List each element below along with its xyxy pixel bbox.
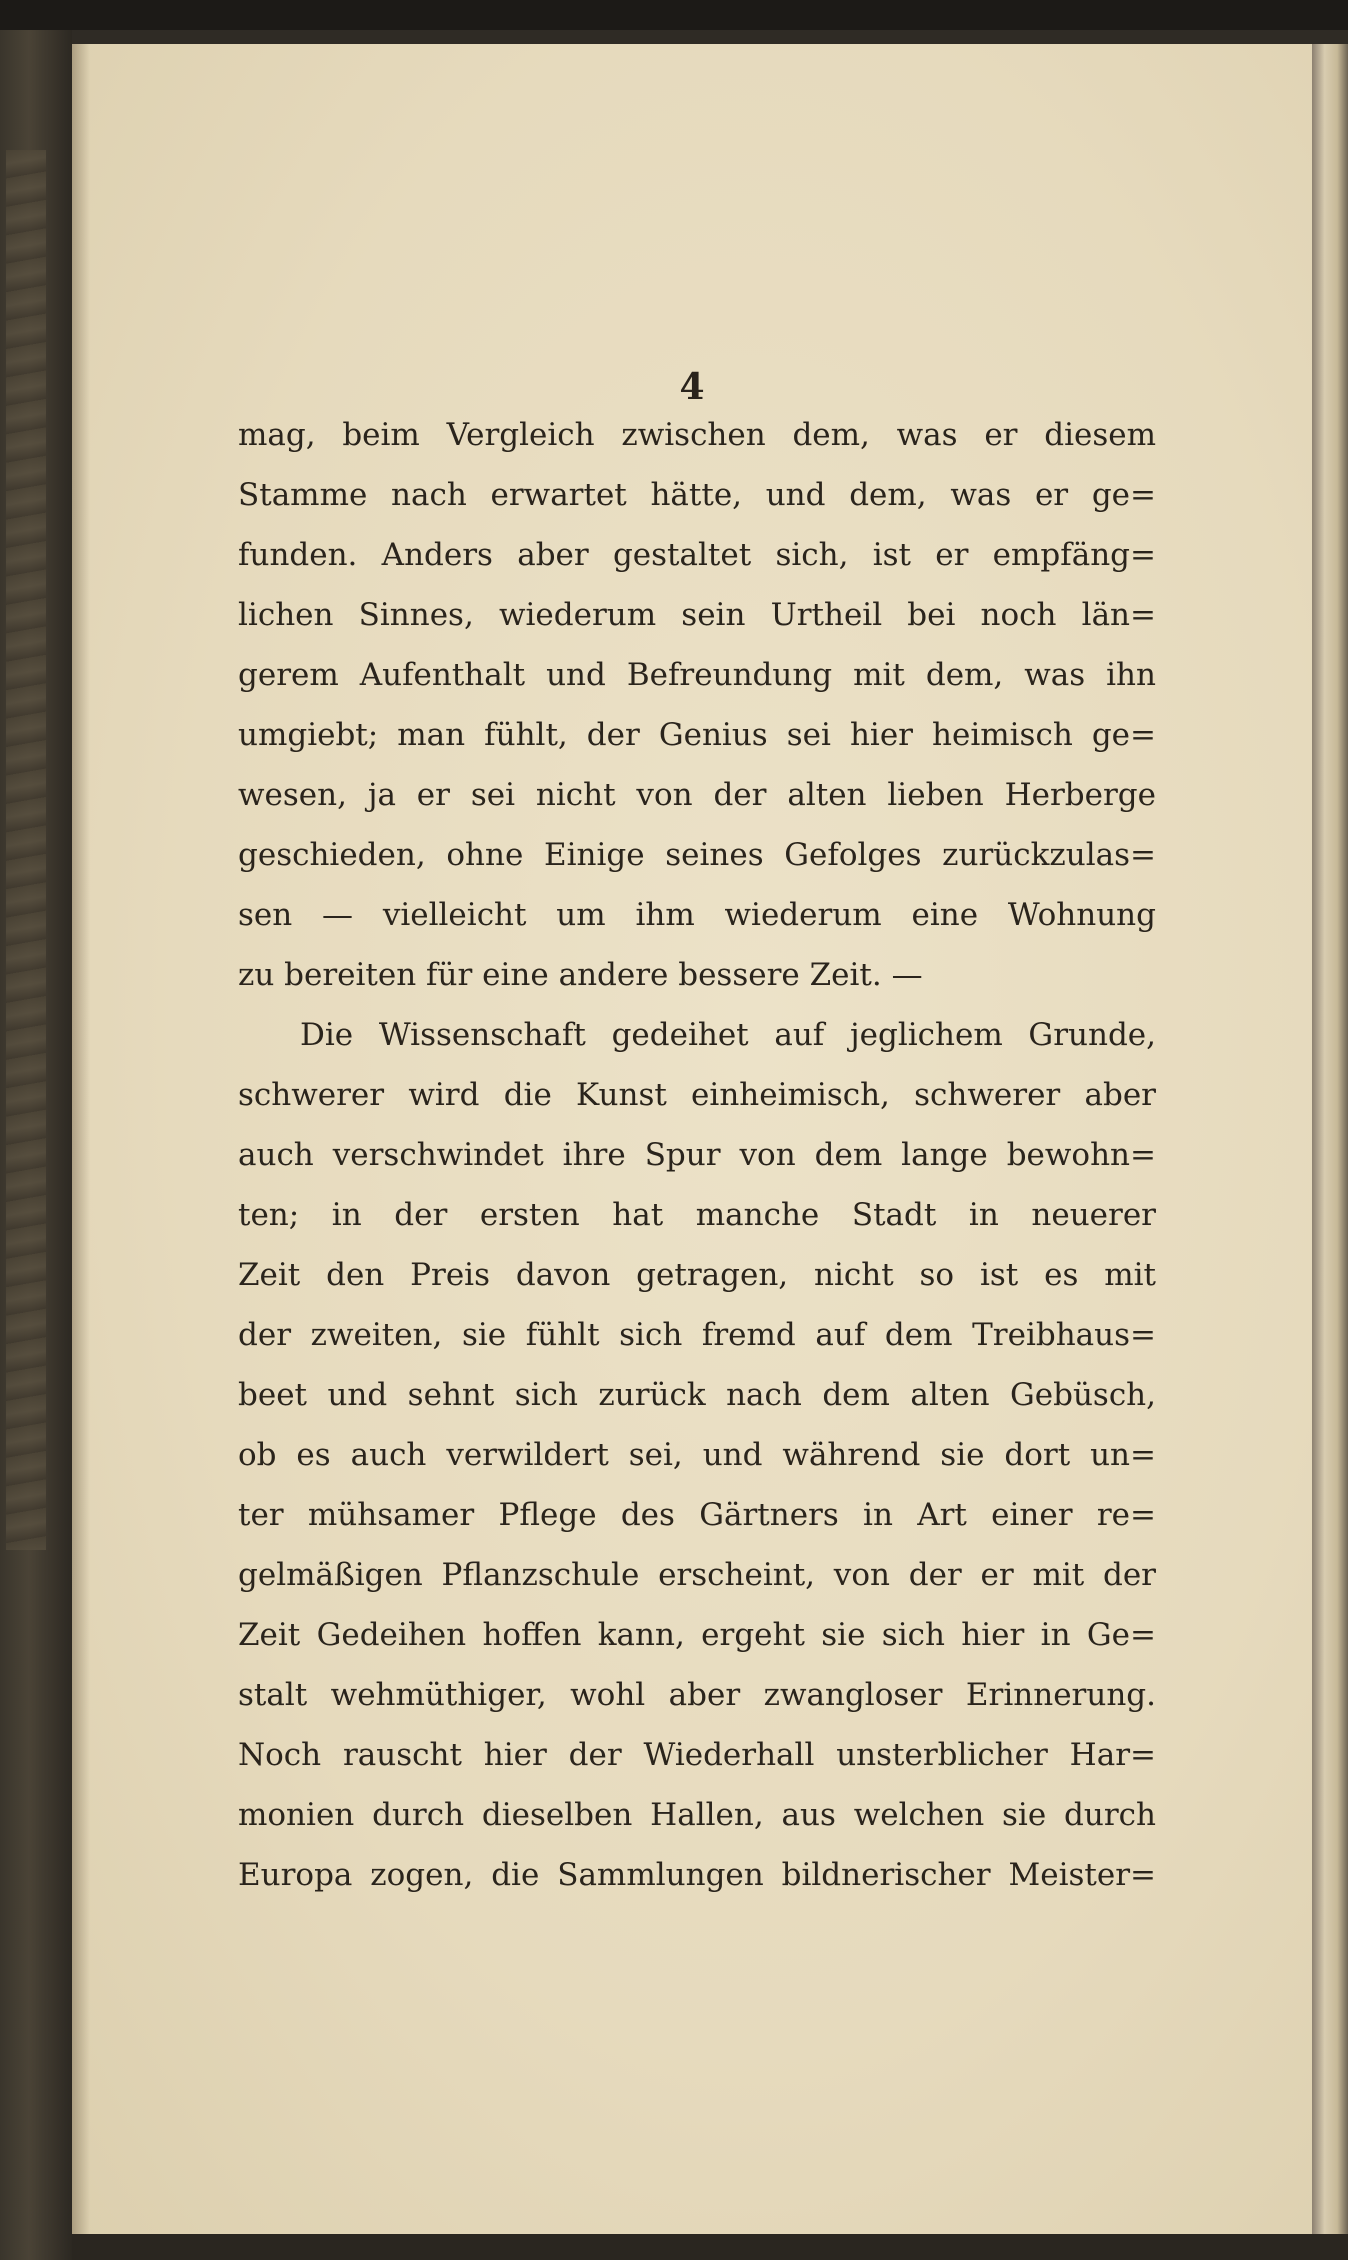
text-line: geschieden, ohne Einige seines Gefolges zurückzulas= bbox=[238, 837, 1156, 873]
text-line: der zweiten, sie fühlt sich fremd auf dem Treibhaus= bbox=[238, 1317, 1156, 1353]
text-line: beet und sehnt sich zurück nach dem alten Gebüsch, bbox=[238, 1377, 1156, 1413]
text-line: Zeit Gedeihen hoffen kann, ergeht sie sich hier in Ge= bbox=[238, 1617, 1156, 1653]
body-text bbox=[238, 405, 1156, 1905]
text-line: Stamme nach erwartet hätte, und dem, was er ge= bbox=[238, 477, 1156, 513]
text-line: gelmäßigen Pflanzschule erscheint, von der er mit der bbox=[238, 1557, 1156, 1593]
text-line: ten; in der ersten hat manche Stadt in neuerer bbox=[238, 1197, 1156, 1233]
page-number: 4 bbox=[679, 366, 705, 408]
paragraph-end-line: zu bereiten für eine andere bessere Zeit. — bbox=[238, 957, 923, 993]
book-cover-edge bbox=[0, 30, 72, 2260]
scan-bottom-edge bbox=[72, 2234, 1348, 2260]
text-line: auch verschwindet ihre Spur von dem lange bewohn= bbox=[238, 1137, 1156, 1173]
text-line: mag, beim Vergleich zwischen dem, was er diesem bbox=[238, 417, 1156, 453]
text-line: schwerer wird die Kunst einheimisch, schwerer aber bbox=[238, 1077, 1156, 1113]
text-line: ob es auch verwildert sei, und während sie dort un= bbox=[238, 1437, 1156, 1473]
text-line: umgiebt; man fühlt, der Genius sei hier heimisch ge= bbox=[238, 717, 1156, 753]
page-stack-edge bbox=[1312, 44, 1348, 2234]
text-line: Noch rauscht hier der Wiederhall unsterblicher Har= bbox=[238, 1737, 1156, 1773]
text-line: stalt wehmüthiger, wohl aber zwangloser Erinnerung. bbox=[238, 1677, 1156, 1713]
marbled-cover-texture bbox=[6, 150, 46, 1550]
text-line: funden. Anders aber gestaltet sich, ist er empfäng= bbox=[238, 537, 1156, 573]
text-line: monien durch dieselben Hallen, aus welchen sie durch bbox=[238, 1797, 1156, 1833]
paragraph-start-line: Die Wissenschaft gedeihet auf jeglichem Grunde, bbox=[300, 1017, 1156, 1053]
text-line: Europa zogen, die Sammlungen bildnerischer Meister= bbox=[238, 1857, 1156, 1893]
text-line: wesen, ja er sei nicht von der alten lieben Herberge bbox=[238, 777, 1156, 813]
text-line: ter mühsamer Pflege des Gärtners in Art einer re= bbox=[238, 1497, 1156, 1533]
text-line: Zeit den Preis davon getragen, nicht so ist es mit bbox=[238, 1257, 1156, 1293]
scan-top-edge bbox=[0, 0, 1348, 30]
text-line: sen — vielleicht um ihm wiederum eine Wohnung bbox=[238, 897, 1156, 933]
text-line: gerem Aufenthalt und Befreundung mit dem, was ihn bbox=[238, 657, 1156, 693]
text-line: lichen Sinnes, wiederum sein Urtheil bei noch län= bbox=[238, 597, 1156, 633]
